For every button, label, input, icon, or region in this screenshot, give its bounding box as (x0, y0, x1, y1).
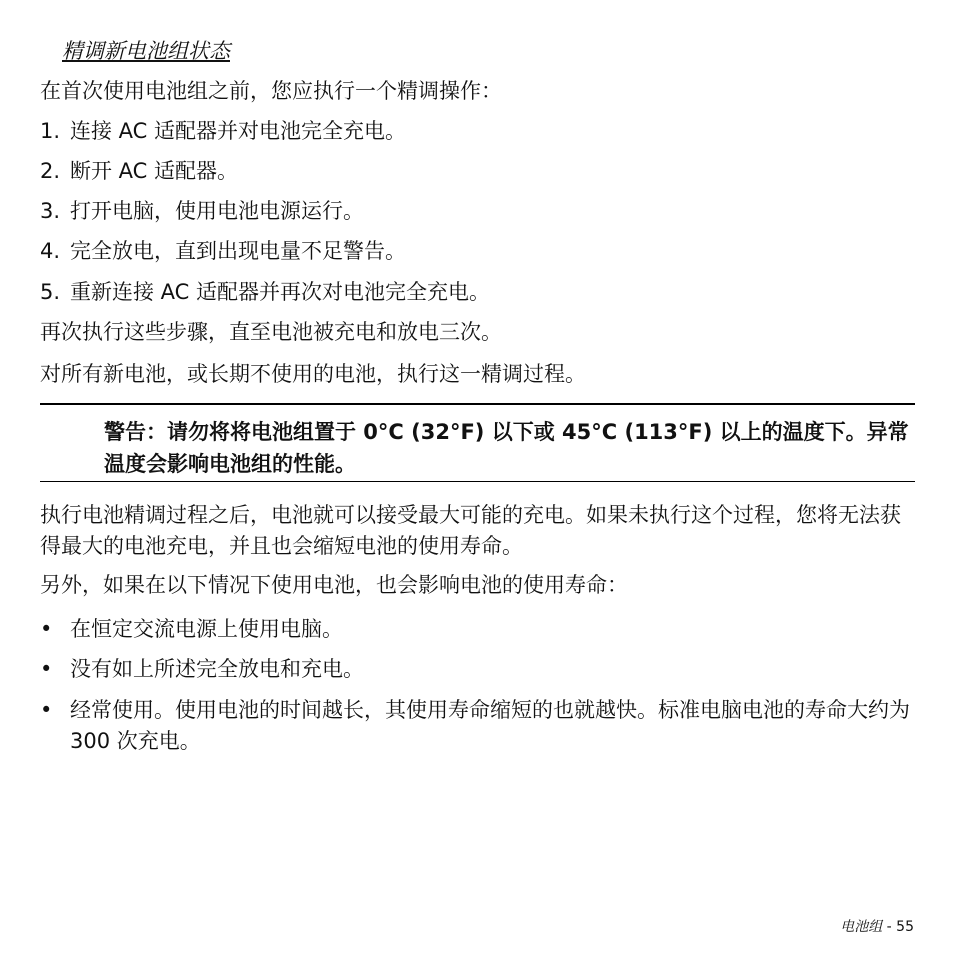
warning-bottom-rule (40, 481, 915, 482)
step-text: 重新连接 AC 适配器并再次对电池完全充电。 (70, 280, 491, 304)
step-text: 连接 AC 适配器并对电池完全充电。 (70, 119, 407, 143)
bullet-marker: • (40, 698, 53, 722)
step-item (40, 238, 406, 264)
intro-text: 在首次使用电池组之前，您应执行一个精调操作： (40, 79, 502, 103)
warning-text: 警告：请勿将将电池组置于 0°C (32°F) 以下或 45°C (113°F) 以上的温度下。异常温度会影响电池组的性能。 (104, 420, 909, 476)
step-number: 3. (40, 199, 61, 223)
step-text: 打开电脑，使用电池电源运行。 (70, 199, 364, 223)
step-number: 5. (40, 280, 61, 304)
step-number: 1. (40, 119, 61, 143)
warning-top-rule (40, 403, 915, 405)
step-item (40, 158, 238, 184)
step-item (40, 118, 406, 144)
repeat-note: 再次执行这些步骤，直至电池被充电和放电三次。 (40, 320, 502, 344)
bullet-item: 在恒定交流电源上使用电脑。 (70, 617, 343, 641)
step-text: 断开 AC 适配器。 (70, 159, 239, 183)
also-paragraph: 另外，如果在以下情况下使用电池，也会影响电池的使用寿命： (40, 573, 628, 597)
all-batteries-note: 对所有新电池，或长期不使用的电池，执行这一精调过程。 (40, 362, 586, 386)
page-number: 55 (896, 919, 914, 935)
step-text: 完全放电，直到出现电量不足警告。 (70, 239, 406, 263)
bullet-marker: • (40, 617, 53, 641)
step-item (40, 198, 364, 224)
step-number: 4. (40, 239, 61, 263)
bullet-item: 经常使用。使用电池的时间越长，其使用寿命缩短的也就越快。标准电脑电池的寿命大约为 300 次充电。 (70, 698, 910, 753)
bullet-item: 没有如上所述完全放电和充电。 (70, 657, 364, 681)
footer-separator: - (882, 919, 897, 935)
page-footer (840, 918, 914, 936)
step-number: 2. (40, 159, 61, 183)
section-heading: 精调新电池组状态 (62, 39, 230, 63)
after-paragraph: 执行电池精调过程之后，电池就可以接受最大可能的充电。如果未执行这个过程，您将无法获得最大的电池充电，并且也会缩短电池的使用寿命。 (40, 503, 901, 558)
bullet-marker: • (40, 657, 53, 681)
step-item (40, 279, 490, 305)
footer-section: 电池组 (840, 919, 883, 935)
